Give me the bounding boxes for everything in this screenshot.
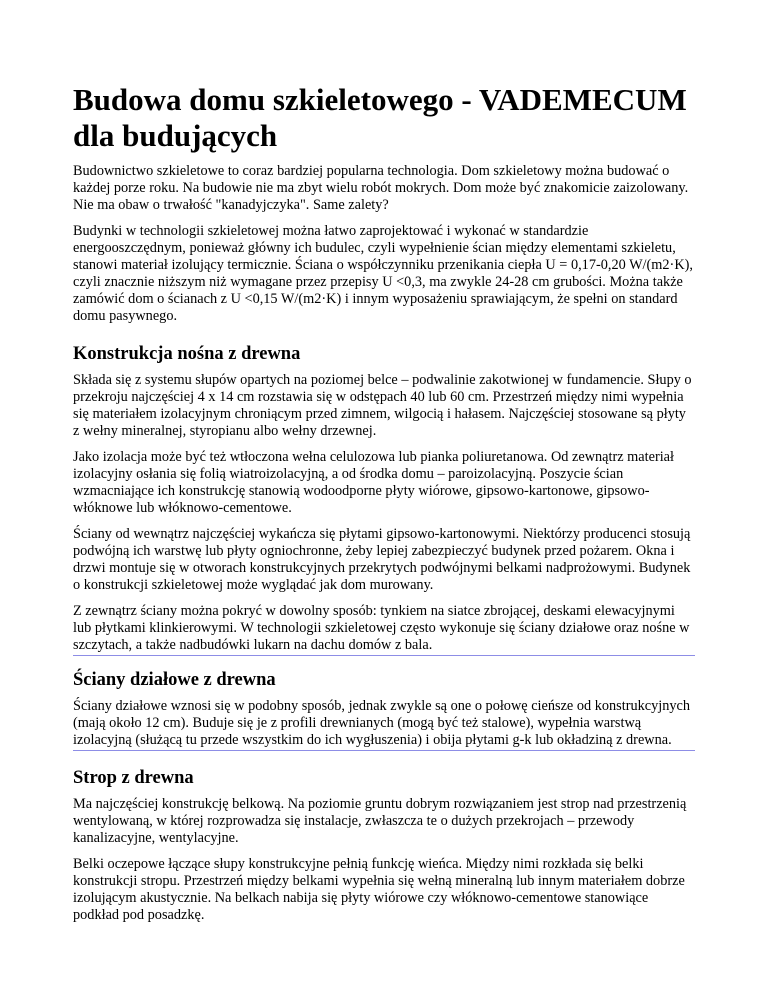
section-heading-strop: Strop z drewna xyxy=(73,768,194,788)
section-3-paragraph-1: Ma najczęściej konstrukcję belkową. Na poziomie gruntu dobrym rozwiązaniem jest strop nad przestrzenią wentylowaną, w której rozprowadza się instalacje, zwłaszcza te o dużych przekrojach – przewody kanalizacyjne, wentylacyjne. xyxy=(73,796,687,846)
section-1-paragraph-1: Składa się z systemu słupów opartych na poziomej belce – podwalinie zakotwionej w fundamencie. Słupy o przekroju najczęściej 4 x 14 cm rozstawia się w odstępach 40 lub 60 cm. Przestrzeń między nimi wypełnia się materiałem izolacyjnym chroniącym przed zimnem, wilgocią i hałasem. Najczęściej stosowane są płyty z wełny mineralnej, styropianu albo wełny drzewnej. xyxy=(73,372,692,439)
intro-paragraph-2: Budynki w technologii szkieletowej można łatwo zaprojektować i wykonać w standardzie energooszczędnym, ponieważ główny ich budulec, czyli wypełnienie ścian między elementami szkieletu, stanowi materiał izolujący termicznie. Ściana o współczynniku przenikania ciepła U = 0,17-0,20 W/(m2·K), czyli znacznie niższym niż wymagane przez przepisy U <0,3, ma zwykle 24-28 cm grubości. Można także zamówić dom o ścianach z U <0,15 W/(m2·K) i innym wyposażeniu sprawiającym, że spełni on standard domu pasywnego. xyxy=(73,223,693,324)
section-1-paragraph-2: Jako izolacja może być też wtłoczona wełna celulozowa lub pianka poliuretanowa. Od zewnątrz materiał izolacyjny osłania się folią wiatroizolacyjną, a od środka domu – paroizolacyjną. Poszycie ścian wzmacniające ich konstrukcję stanowią wodoodporne płyty wiórowe, gipsowo-kartonowe, gipsowo-włóknowe lub włóknowo-cementowe. xyxy=(73,449,674,516)
section-1-paragraph-4: Z zewnątrz ściany można pokryć w dowolny sposób: tynkiem na siatce zbrojącej, deskami elewacyjnymi lub płytkami klinkierowymi. W technologii szkieletowej często wykonuje się ściany działowe oraz nośne w szczytach, a także nadbudówki lukarn na dachu domów z bala. xyxy=(73,603,690,653)
section-strop xyxy=(73,767,695,924)
section-konstrukcja-nosna xyxy=(73,343,695,656)
section-divider xyxy=(73,750,695,751)
section-divider xyxy=(73,655,695,656)
section-1-paragraph-3: Ściany od wewnątrz najczęściej wykańcza się płytami gipsowo-kartonowymi. Niektórzy producenci stosują podwójną ich warstwę lub płyty ogniochronne, żeby lepiej zabezpieczyć budynek przed pożarem. Okna i drzwi montuje się w otworach konstrukcyjnych przekrytych podwójnymi belkami nadprożowymi. Budynek o konstrukcji szkieletowej może wyglądać jak dom murowany. xyxy=(73,526,691,593)
intro-paragraph-1: Budownictwo szkieletowe to coraz bardziej popularna technologia. Dom szkieletowy można budować o każdej porze roku. Na budowie nie ma zbyt wielu robót mokrych. Dom może być znakomicie zaizolowany. Nie ma obaw o trwałość "kanadyjczyka". Same zalety? xyxy=(73,163,689,213)
section-heading-sciany-dzialowe: Ściany działowe z drewna xyxy=(73,670,276,690)
section-sciany-dzialowe xyxy=(73,669,695,751)
section-heading-konstrukcja-nosna: Konstrukcja nośna z drewna xyxy=(73,344,301,364)
section-2-paragraph-1: Ściany działowe wznosi się w podobny sposób, jednak zwykle są one o połowę cieńsze od konstrukcyjnych (mają około 12 cm). Buduje się je z profili drewnianych (mogą być też stalowe), wypełnia warstwą izolacyjną (służącą tu przede wszystkim do ich wygłuszenia) i obija płytami g-k lub okładziną z drewna. xyxy=(73,698,691,748)
section-3-paragraph-2: Belki oczepowe łączące słupy konstrukcyjne pełnią funkcję wieńca. Między nimi rozkłada się belki konstrukcji stropu. Przestrzeń między belkami wypełnia się wełną mineralną lub innym materiałem dobrze izolującym akustycznie. Na belkach nabija się płyty wiórowe czy włóknowo-cementowe stanowiące podkład pod posadzkę. xyxy=(73,856,685,923)
page-title: Budowa domu szkieletowego - VADEMECUM dla budujących xyxy=(73,82,687,153)
